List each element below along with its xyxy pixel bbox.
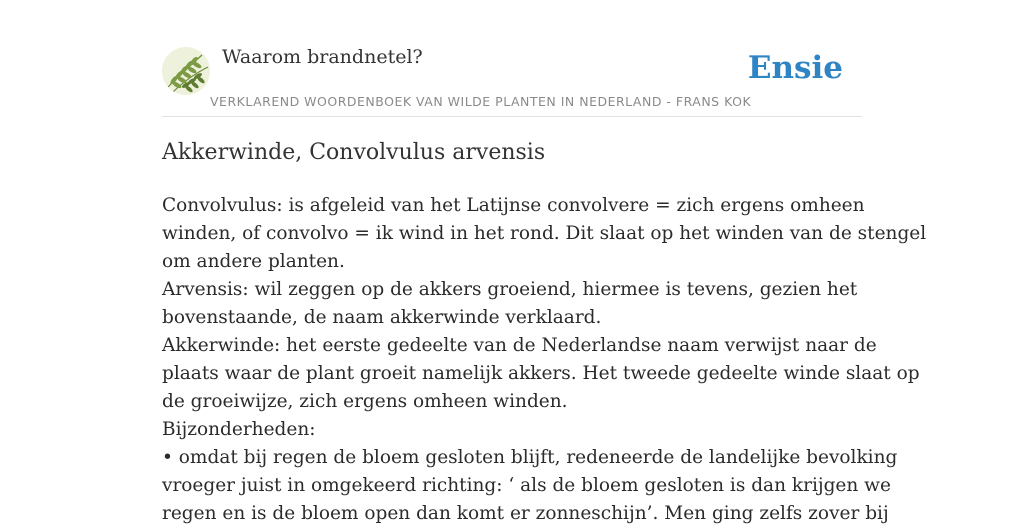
- entry-title: Akkerwinde, Convolvulus arvensis: [162, 140, 546, 165]
- entry-line: • omdat bij regen de bloem gesloten blijft, redeneerde de landelijke bevolking: [162, 447, 898, 468]
- entry-line: Arvensis: wil zeggen op de akkers groeiend, hiermee is tevens, gezien het: [162, 279, 858, 300]
- entry-line: vroeger juist in omgekeerd richting: ‘ als de bloem gesloten is dan krijgen we: [162, 475, 891, 496]
- entry-line: regen en is de bloem open dan komt er zonneschijn’. Men ging zelfs zover bij: [162, 503, 889, 524]
- fern-leaves-icon[interactable]: [162, 47, 210, 95]
- entry-line: Bijzonderheden:: [162, 419, 316, 440]
- entry-line: bovenstaande, de naam akkerwinde verklaard.: [162, 307, 602, 328]
- entry-line: Convolvulus: is afgeleid van het Latijnse convolvere = zich ergens omheen: [162, 195, 865, 216]
- entry-line: Akkerwinde: het eerste gedeelte van de Nederlandse naam verwijst naar de: [162, 335, 877, 356]
- entry-line: winden, of convolvo = ik wind in het rond. Dit slaat op het winden van de stengel: [162, 223, 927, 244]
- entry-line: de groeiwijze, zich ergens omheen winden.: [162, 391, 568, 412]
- entry-line: plaats waar de plant groeit namelijk akkers. Het tweede gedeelte winde slaat op: [162, 363, 920, 384]
- site-header: [162, 44, 862, 117]
- ensie-logo[interactable]: Ensie: [747, 50, 843, 86]
- entry-body: [162, 192, 927, 528]
- entry-line: om andere planten.: [162, 251, 345, 272]
- source-link[interactable]: VERKLAREND WOORDENBOEK VAN WILDE PLANTEN IN NEDERLAND - FRANS KOK: [210, 94, 752, 109]
- site-title-link[interactable]: Waarom brandnetel?: [222, 46, 423, 68]
